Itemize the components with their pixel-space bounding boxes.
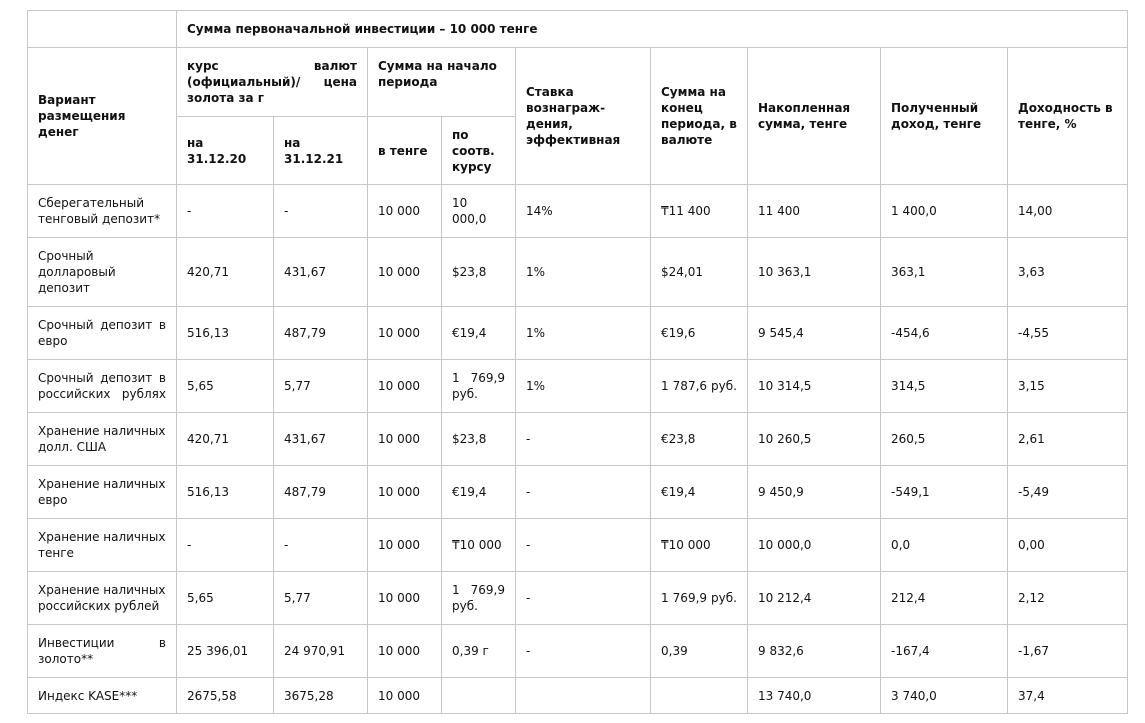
cell-start-rate: ₸10 000 [442, 519, 516, 572]
cell-yield: 37,4 [1008, 678, 1128, 714]
cell-end-sum: ₸11 400 [651, 185, 748, 238]
cell-reward: 1% [516, 238, 651, 307]
cell-income: 363,1 [881, 238, 1008, 307]
investment-table [27, 10, 1128, 714]
table-title: Сумма первоначальной инвестиции – 10 000 тенге [177, 11, 1128, 48]
header-rate-line1: курс валют [187, 59, 357, 73]
cell-rate-2020: 5,65 [177, 572, 274, 625]
cell-yield: -1,67 [1008, 625, 1128, 678]
cell-rate-2021: 5,77 [274, 572, 368, 625]
cell-accumulated: 9 545,4 [748, 307, 881, 360]
cell-end-sum: ₸10 000 [651, 519, 748, 572]
cell-reward: - [516, 413, 651, 466]
cell-rate-2021: 24 970,91 [274, 625, 368, 678]
cell-rate-2020: 5,65 [177, 360, 274, 413]
cell-yield: 14,00 [1008, 185, 1128, 238]
header-variant: Вариант размещения денег [28, 48, 177, 185]
cell-income: 3 740,0 [881, 678, 1008, 714]
cell-income: 314,5 [881, 360, 1008, 413]
header-rate-line3: золота за г [187, 91, 264, 105]
cell-rate-2020: 2675,58 [177, 678, 274, 714]
cell-start-kzt: 10 000 [368, 572, 442, 625]
cell-income: -549,1 [881, 466, 1008, 519]
cell-variant: Сберегательный тенговый депозит* [28, 185, 177, 238]
cell-rate-2021: 5,77 [274, 360, 368, 413]
cell-variant: Индекс KASE*** [28, 678, 177, 714]
cell-rate-2020: 420,71 [177, 238, 274, 307]
cell-rate-2020: 25 396,01 [177, 625, 274, 678]
cell-rate-2020: - [177, 519, 274, 572]
table-row [28, 572, 1128, 625]
cell-start-kzt: 10 000 [368, 413, 442, 466]
cell-rate-2020: 420,71 [177, 413, 274, 466]
cell-variant: Хранение наличных тенге [28, 519, 177, 572]
cell-rate-2021: 431,67 [274, 413, 368, 466]
cell-end-sum: €19,6 [651, 307, 748, 360]
cell-reward: 1% [516, 360, 651, 413]
cell-income: -167,4 [881, 625, 1008, 678]
cell-rate-2020: 516,13 [177, 307, 274, 360]
cell-reward: 14% [516, 185, 651, 238]
cell-variant: Хранение наличных российских рублей [28, 572, 177, 625]
cell-start-rate: €19,4 [442, 466, 516, 519]
cell-reward: - [516, 625, 651, 678]
header-rate-2020: на 31.12.20 [177, 117, 274, 185]
table-row [28, 466, 1128, 519]
cell-variant: Срочный долларовый депозит [28, 238, 177, 307]
header-reward-rate: Ставка вознаграж-дения, эффективная [516, 48, 651, 185]
header-start-kzt: в тенге [368, 117, 442, 185]
cell-start-kzt: 10 000 [368, 466, 442, 519]
cell-income: 212,4 [881, 572, 1008, 625]
table-row [28, 307, 1128, 360]
cell-rate-2021: 487,79 [274, 466, 368, 519]
cell-income: 0,0 [881, 519, 1008, 572]
cell-income: 1 400,0 [881, 185, 1008, 238]
cell-rate-2021: - [274, 185, 368, 238]
cell-yield: 3,63 [1008, 238, 1128, 307]
cell-start-kzt: 10 000 [368, 360, 442, 413]
cell-variant: Хранение наличных долл. США [28, 413, 177, 466]
header-end-sum: Сумма на конец периода, в валюте [651, 48, 748, 185]
cell-accumulated: 10 000,0 [748, 519, 881, 572]
header-yield: Доходность в тенге, % [1008, 48, 1128, 185]
cell-accumulated: 9 832,6 [748, 625, 881, 678]
cell-yield: 3,15 [1008, 360, 1128, 413]
header-rate-line2: (официальный)/ цена [187, 75, 357, 89]
cell-start-kzt: 10 000 [368, 238, 442, 307]
cell-start-rate: 10 000,0 [442, 185, 516, 238]
cell-end-sum: 1 787,6 руб. [651, 360, 748, 413]
header-start-group: Сумма на начало периода [368, 48, 516, 117]
cell-accumulated: 10 212,4 [748, 572, 881, 625]
cell-variant: Срочный депозит в российских рублях [28, 360, 177, 413]
corner-cell [28, 11, 177, 48]
cell-start-rate: 1 769,9 руб. [442, 572, 516, 625]
cell-start-kzt: 10 000 [368, 625, 442, 678]
cell-start-rate: 0,39 г [442, 625, 516, 678]
table-row [28, 238, 1128, 307]
cell-yield: -4,55 [1008, 307, 1128, 360]
cell-end-sum: 0,39 [651, 625, 748, 678]
cell-reward: - [516, 572, 651, 625]
cell-start-rate: 1 769,9 руб. [442, 360, 516, 413]
cell-reward: - [516, 519, 651, 572]
cell-yield: 0,00 [1008, 519, 1128, 572]
cell-rate-2020: - [177, 185, 274, 238]
cell-reward: - [516, 466, 651, 519]
cell-income: -454,6 [881, 307, 1008, 360]
cell-start-kzt: 10 000 [368, 307, 442, 360]
cell-rate-2021: - [274, 519, 368, 572]
cell-start-kzt: 10 000 [368, 185, 442, 238]
cell-variant: Хранение наличных евро [28, 466, 177, 519]
table-row [28, 185, 1128, 238]
cell-start-rate [442, 678, 516, 714]
header-accumulated: Накопленная сумма, тенге [748, 48, 881, 185]
cell-start-rate: $23,8 [442, 413, 516, 466]
cell-yield: 2,61 [1008, 413, 1128, 466]
cell-end-sum: €19,4 [651, 466, 748, 519]
cell-yield: 2,12 [1008, 572, 1128, 625]
cell-rate-2021: 3675,28 [274, 678, 368, 714]
table-row [28, 413, 1128, 466]
cell-accumulated: 10 363,1 [748, 238, 881, 307]
cell-income: 260,5 [881, 413, 1008, 466]
cell-end-sum [651, 678, 748, 714]
cell-rate-2021: 431,67 [274, 238, 368, 307]
header-income: Полученный доход, тенге [881, 48, 1008, 185]
cell-variant: Срочный депозит в евро [28, 307, 177, 360]
cell-accumulated: 10 260,5 [748, 413, 881, 466]
cell-start-rate: €19,4 [442, 307, 516, 360]
cell-accumulated: 10 314,5 [748, 360, 881, 413]
cell-end-sum: €23,8 [651, 413, 748, 466]
cell-accumulated: 11 400 [748, 185, 881, 238]
cell-rate-2020: 516,13 [177, 466, 274, 519]
table-row [28, 625, 1128, 678]
table-row [28, 519, 1128, 572]
cell-rate-2021: 487,79 [274, 307, 368, 360]
cell-reward: 1% [516, 307, 651, 360]
cell-end-sum: 1 769,9 руб. [651, 572, 748, 625]
cell-end-sum: $24,01 [651, 238, 748, 307]
cell-yield: -5,49 [1008, 466, 1128, 519]
table-row [28, 360, 1128, 413]
header-rate-2021: на 31.12.21 [274, 117, 368, 185]
cell-start-kzt: 10 000 [368, 678, 442, 714]
header-rate-group [177, 48, 368, 117]
cell-accumulated: 9 450,9 [748, 466, 881, 519]
cell-accumulated: 13 740,0 [748, 678, 881, 714]
cell-start-rate: $23,8 [442, 238, 516, 307]
header-start-rate: по соотв. курсу [442, 117, 516, 185]
cell-reward [516, 678, 651, 714]
table-row [28, 678, 1128, 714]
cell-start-kzt: 10 000 [368, 519, 442, 572]
cell-variant: Инвестиции в золото** [28, 625, 177, 678]
